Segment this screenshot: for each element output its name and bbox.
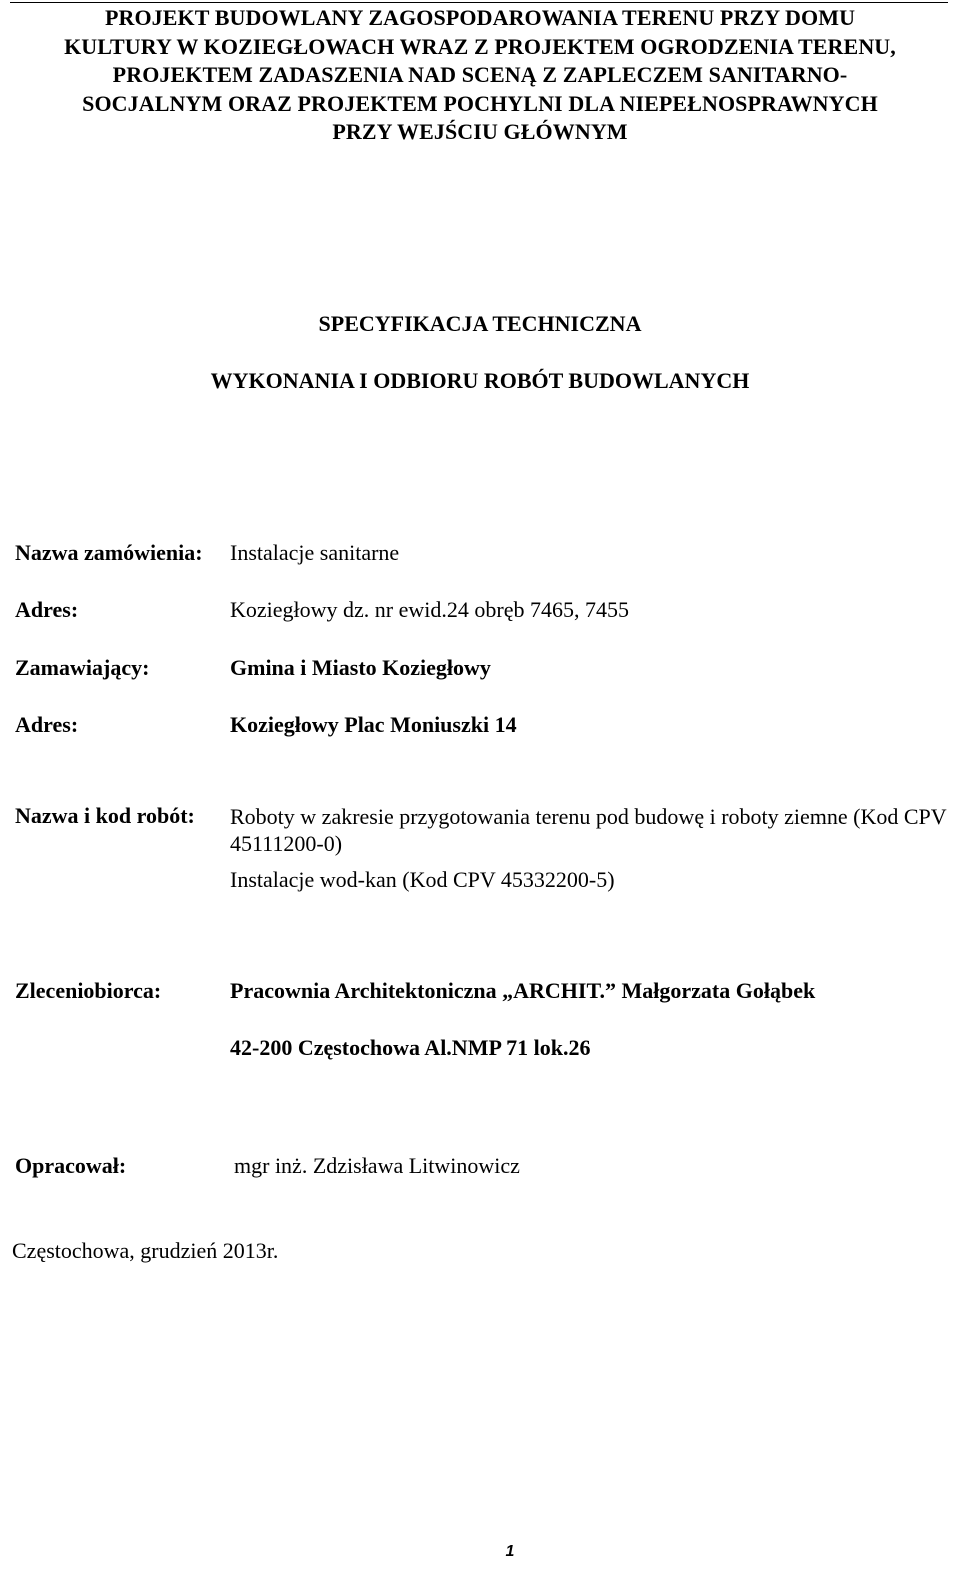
order-name-value: Instalacje sanitarne xyxy=(230,540,400,565)
author-label: Opracował: xyxy=(15,1153,127,1178)
project-title xyxy=(0,4,960,147)
spec-title: SPECYFIKACJA TECHNICZNA xyxy=(318,311,642,336)
address-label: Adres: xyxy=(15,597,79,622)
contractor-value-2: 42-200 Częstochowa Al.NMP 71 lok.26 xyxy=(230,1035,591,1060)
title-line-1: PROJEKT BUDOWLANY ZAGOSPODAROWANIA TERENU PRZY DOMU xyxy=(104,5,856,30)
top-rule xyxy=(10,2,948,3)
address-value: Koziegłowy dz. nr ewid.24 obręb 7465, 7455 xyxy=(230,597,629,622)
client-label: Zamawiający: xyxy=(15,655,150,680)
order-name-label: Nazwa zamówienia: xyxy=(15,540,203,565)
works-label: Nazwa i kod robót: xyxy=(15,803,195,828)
works-value-1: Roboty w zakresie przygotowania terenu pod budowę i roboty ziemne (Kod CPV 45111200-0) xyxy=(230,804,947,856)
place-date: Częstochowa, grudzień 2013r. xyxy=(12,1238,279,1263)
page-number: 1 xyxy=(505,1543,515,1560)
client-address-label: Adres: xyxy=(15,712,79,737)
title-line-4: SOCJALNYM ORAZ PROJEKTEM POCHYLNI DLA NIEPEŁNOSPRAWNYCH xyxy=(82,90,878,116)
contractor-label: Zleceniobiorca: xyxy=(15,978,162,1003)
works-value-2: Instalacje wod-kan (Kod CPV 45332200-5) xyxy=(230,867,615,892)
spec-subtitle: WYKONANIA I ODBIORU ROBÓT BUDOWLANYCH xyxy=(210,368,750,393)
contractor-value-1: Pracownia Architektoniczna „ARCHIT.” Małgorzata Gołąbek xyxy=(230,978,816,1003)
author-value: mgr inż. Zdzisława Litwinowicz xyxy=(234,1153,520,1178)
client-value: Gmina i Miasto Koziegłowy xyxy=(230,655,491,680)
title-line-5: PRZY WEJŚCIU GŁÓWNYM xyxy=(332,119,628,144)
client-address-value: Koziegłowy Plac Moniuszki 14 xyxy=(230,712,517,737)
title-line-3: PROJEKTEM ZADASZENIA NAD SCENĄ Z ZAPLECZEM SANITARNO- xyxy=(112,62,848,87)
title-line-2: KULTURY W KOZIEGŁOWACH WRAZ Z PROJEKTEM OGRODZENIA TERENU, xyxy=(64,33,896,59)
